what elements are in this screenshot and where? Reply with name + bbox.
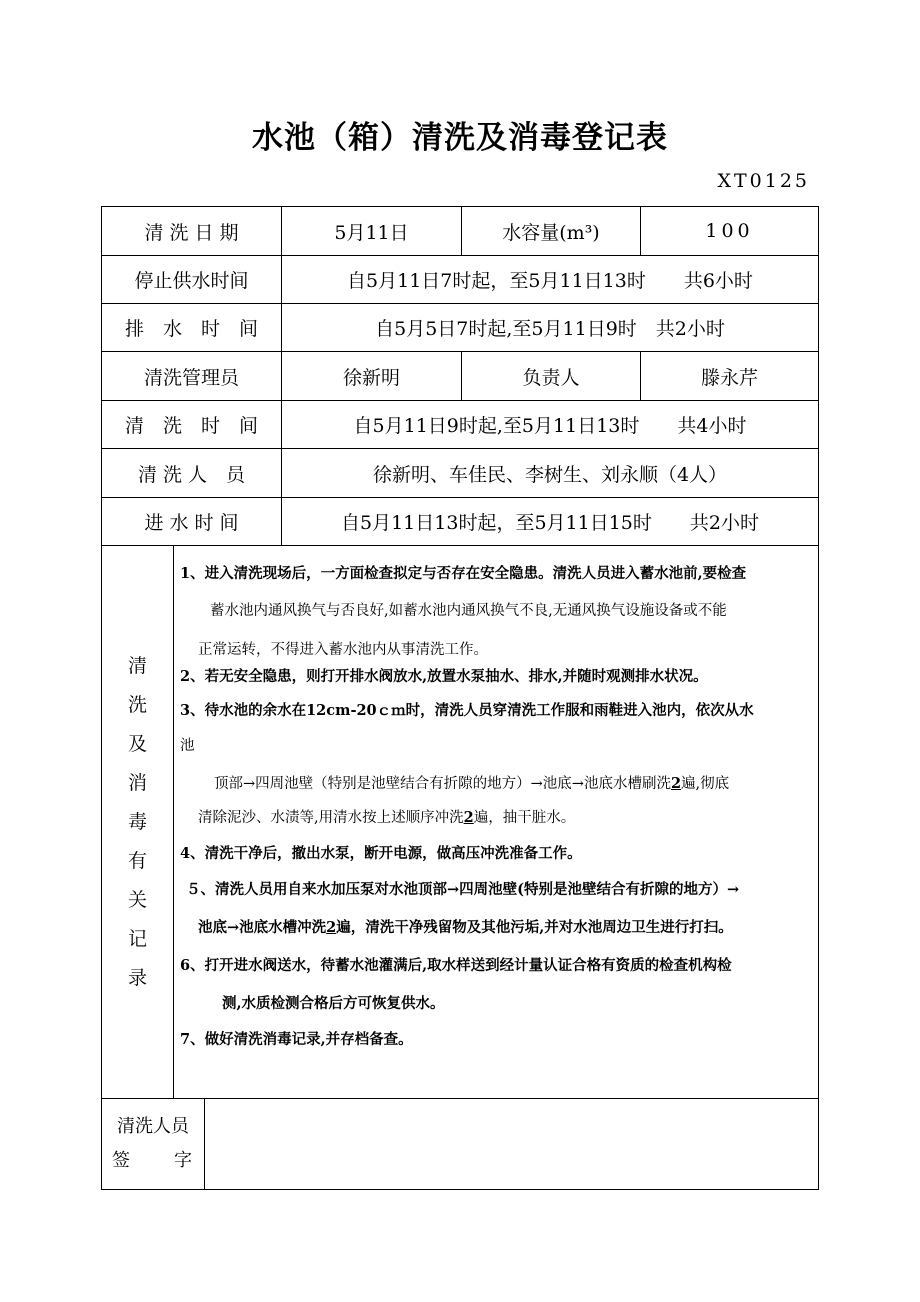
records-text [174, 546, 818, 1098]
note-line: 蓄水池内通风换气与否良好,如蓄水池内通风换气不良,无通风换气设施设备或不能 [210, 603, 727, 619]
repeat-count: 2 [463, 809, 474, 826]
signature-field[interactable] [205, 1099, 818, 1189]
row-records [102, 546, 818, 1099]
water-in-label: 进 水 时 间 [102, 498, 282, 545]
signature-label-line1: 清洗人员 [117, 1116, 189, 1137]
records-label-char: 清 [127, 654, 147, 677]
page-title: 水池（箱）清洗及消毒登记表 [252, 120, 668, 156]
row-stop-supply [102, 256, 818, 304]
repeat-count: 2 [670, 775, 682, 792]
row-water-in [102, 498, 818, 546]
signature-char: 字 [174, 1150, 192, 1171]
note-segment: 遍，抽干脏水。 [473, 810, 576, 826]
row-staff [102, 449, 818, 498]
row-clean-time [102, 401, 818, 449]
signature-char: 签 [112, 1150, 130, 1171]
records-label-char: 有 [127, 849, 147, 872]
note-line [180, 808, 810, 828]
records-label-char: 记 [127, 927, 147, 950]
repeat-count: 2 [326, 919, 337, 936]
records-label-char: 及 [127, 732, 147, 755]
note-line: ５、清洗人员用自来水加压泵对水池顶部→四周池壁(特别是池壁结合有折隙的地方）→ [186, 881, 740, 898]
note-line: 4、清洗干净后，撤出水泵，断开电源，做高压冲洗准备工作。 [180, 845, 582, 862]
note-line [180, 774, 810, 794]
row-clean-date [102, 207, 818, 256]
row-manager [102, 352, 818, 401]
staff-label: 清 洗 人 员 [102, 449, 282, 497]
stop-supply-label: 停止供水时间 [102, 256, 282, 303]
manager-label: 清洗管理员 [102, 352, 282, 400]
register-table [101, 206, 819, 1190]
note-line: 池 [180, 738, 195, 754]
note-segment: 池底→池底水槽冲洗 [198, 919, 327, 936]
records-label-char: 洗 [127, 693, 147, 716]
note-line: 1、进入清洗现场后，一方面检查拟定与否存在安全隐患。清洗人员进入蓄水池前,要检查 [180, 565, 747, 582]
drain-time-label: 排 水 时 间 [102, 304, 282, 351]
note-line: 2、若无安全隐患，则打开排水阀放水,放置水泵抽水、排水,并随时观测排水状况。 [180, 668, 708, 685]
note-segment: 遍,彻底 [681, 776, 730, 792]
records-label-char: 消 [127, 771, 147, 794]
note-line: 3、待水池的余水在12cm-20ｃｍ时，清洗人员穿清洗工作服和雨鞋进入池内，依次从水 [180, 702, 754, 719]
clean-date-label: 清 洗 日 期 [102, 207, 282, 255]
records-label-char: 毒 [127, 810, 147, 833]
note-line: 7、做好清洗消毒记录,并存档备查。 [180, 1031, 413, 1048]
capacity-label: 水容量(m³) [462, 207, 641, 255]
note-line: 测,水质检测合格后方可恢复供水。 [222, 995, 445, 1012]
row-signature [102, 1099, 818, 1189]
capacity-value: 100 [705, 220, 754, 242]
staff-value: 徐新明、车佳民、李树生、刘永顺（4人） [372, 463, 728, 486]
records-label [102, 546, 174, 1098]
lead-value: 滕永芹 [700, 366, 758, 389]
manager-value: 徐新明 [282, 352, 462, 400]
water-in-value: 自5月11日13时起，至5月11日15时 共2小时 [341, 512, 759, 534]
signature-label-line2 [102, 1144, 204, 1178]
note-line [180, 918, 810, 938]
drain-time-value: 自5月5日7时起,至5月11日9时 共2小时 [375, 318, 725, 340]
note-line: 正常运转，不得进入蓄水池内从事清洗工作。 [198, 642, 488, 658]
stop-supply-value: 自5月11日7时起，至5月11日13时 共6小时 [347, 270, 753, 292]
signature-label [102, 1099, 205, 1189]
note-line: 6、打开进水阀送水，待蓄水池灌满后,取水样送到经计量认证合格有资质的检查机构检 [180, 957, 732, 974]
clean-date-value: 5月11日 [282, 207, 462, 255]
clean-time-value: 自5月11日9时起,至5月11日13时 共4小时 [353, 415, 747, 437]
records-label-char: 关 [127, 888, 147, 911]
note-segment: 顶部→四周池壁（特别是池壁结合有折隙的地方）→池底→池底水槽刷洗 [214, 776, 671, 792]
clean-time-label: 清 洗 时 间 [102, 401, 282, 448]
form-code: XT0125 [717, 170, 810, 192]
note-segment: 清除泥沙、水渍等,用清水按上述顺序冲洗 [198, 810, 464, 826]
row-drain-time [102, 304, 818, 352]
records-label-char: 录 [127, 966, 147, 989]
note-segment: 遍，清洗干净残留物及其他污垢,并对水池周边卫生进行打扫。 [336, 919, 733, 936]
lead-label: 负责人 [462, 352, 641, 400]
